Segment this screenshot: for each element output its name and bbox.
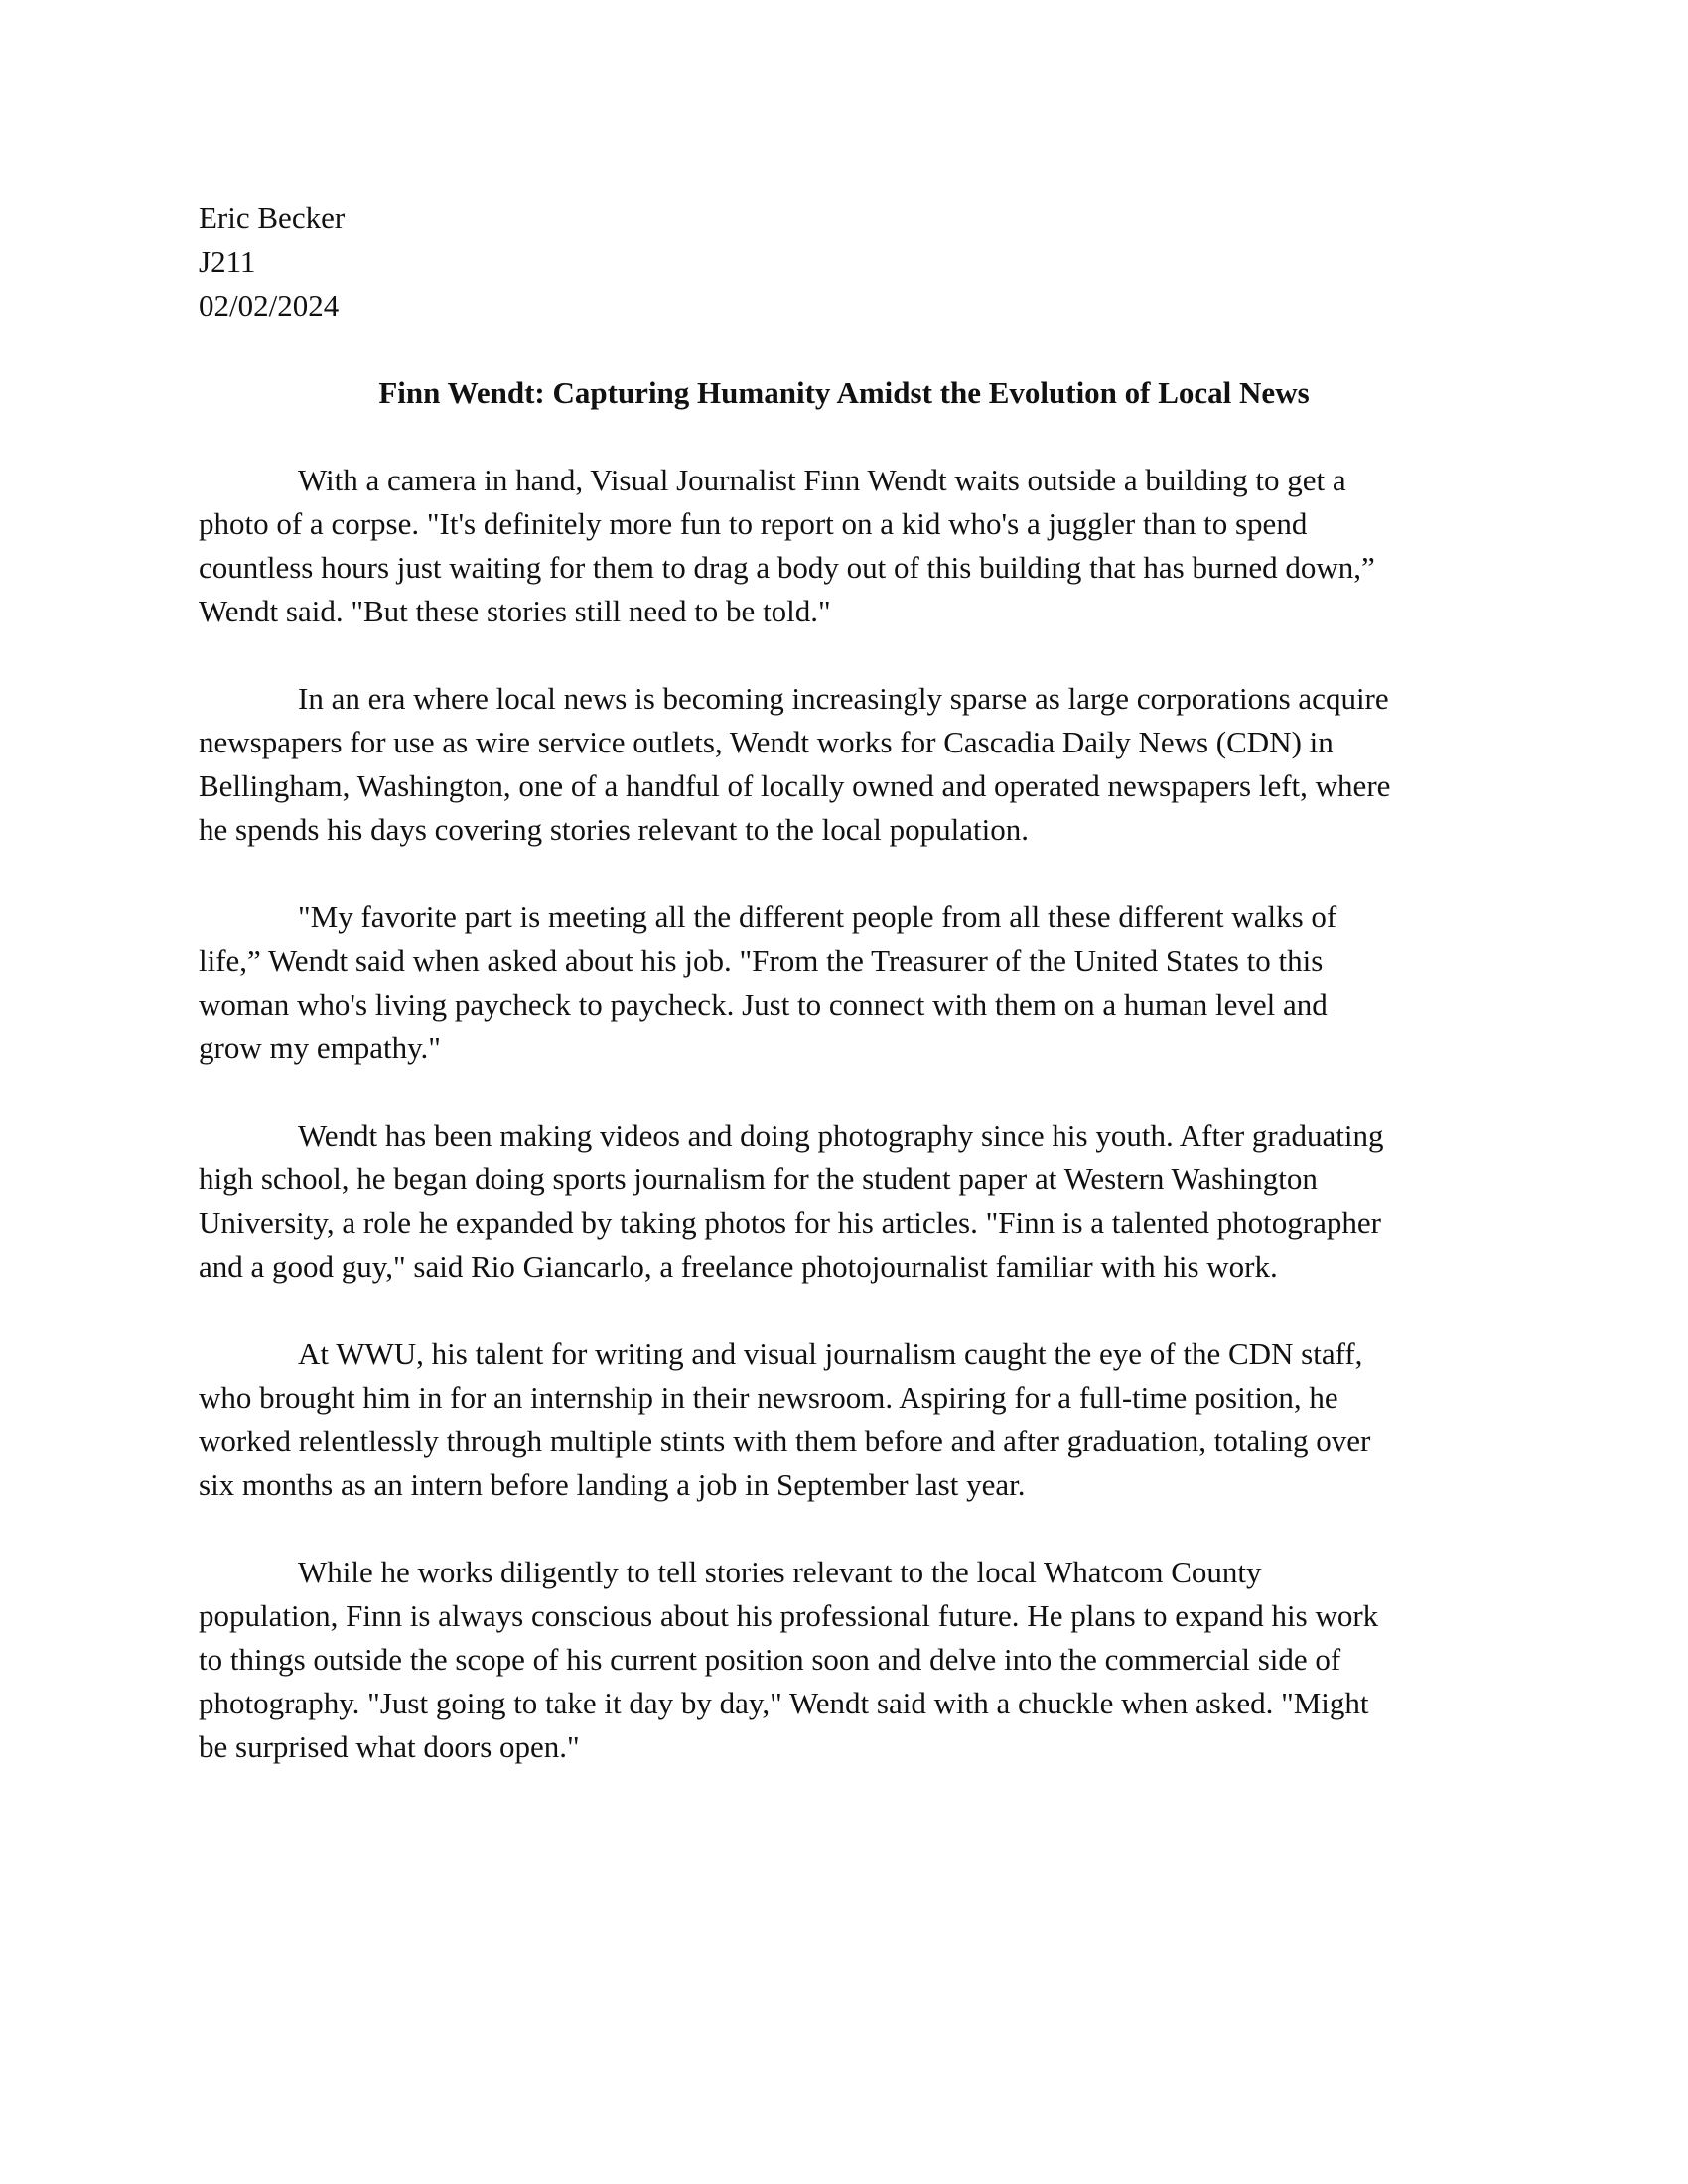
paragraph-line: life,” Wendt said when asked about his job. "From the Treasurer of the United States to this: [199, 943, 1324, 978]
paragraph-line: In an era where local news is becoming increasingly sparse as large corporations acquire: [298, 681, 1389, 716]
paragraph-line: population, Finn is always conscious about his professional future. He plans to expand his work: [199, 1598, 1379, 1633]
paragraph-line: grow my empathy.": [199, 1030, 441, 1065]
paragraph: [199, 677, 1489, 852]
paragraph: [199, 895, 1489, 1070]
paragraph-line: worked relentlessly through multiple stints with them before and after graduation, totaling over: [199, 1424, 1371, 1458]
paragraph-line: be surprised what doors open.": [199, 1729, 580, 1764]
author-name: Eric Becker: [199, 201, 346, 235]
paragraph: [199, 459, 1489, 633]
paragraph-line: who brought him in for an internship in their newsroom. Aspiring for a full-time position, he: [199, 1380, 1338, 1415]
paragraph-line: While he works diligently to tell stories relevant to the local Whatcom County: [298, 1555, 1262, 1589]
paragraph-line: Wendt has been making videos and doing photography since his youth. After graduating: [298, 1118, 1384, 1153]
paragraph-line: University, a role he expanded by taking photos for his articles. "Finn is a talented photographer: [199, 1205, 1381, 1240]
paragraph-line: he spends his days covering stories relevant to the local population.: [199, 812, 1029, 847]
paragraph-line: woman who's living paycheck to paycheck. Just to connect with them on a human level and: [199, 987, 1328, 1022]
paragraph: [199, 1114, 1489, 1289]
document-date: 02/02/2024: [199, 288, 340, 323]
paragraph-line: photography. "Just going to take it day by day," Wendt said with a chuckle when asked. "Might: [199, 1686, 1369, 1720]
paragraph-line: newspapers for use as wire service outlets, Wendt works for Cascadia Daily News (CDN) in: [199, 725, 1334, 759]
paragraph-line: and a good guy," said Rio Giancarlo, a freelance photojournalist familiar with his work.: [199, 1249, 1278, 1284]
paragraph-line: At WWU, his talent for writing and visual journalism caught the eye of the CDN staff,: [298, 1336, 1363, 1371]
paragraph-line: high school, he began doing sports journalism for the student paper at Western Washington: [199, 1161, 1318, 1196]
paragraph-line: Bellingham, Washington, one of a handful of locally owned and operated newspapers left, where: [199, 768, 1391, 803]
paragraph: [199, 1332, 1489, 1507]
document-header: [199, 197, 894, 328]
paragraph-line: "My favorite part is meeting all the different people from all these different walks of: [298, 899, 1337, 934]
article-title: Finn Wendt: Capturing Humanity Amidst the Evolution of Local News: [378, 375, 1310, 410]
paragraph-line: photo of a corpse. "It's definitely more fun to report on a kid who's a juggler than to spend: [199, 506, 1308, 541]
paragraph-line: With a camera in hand, Visual Journalist Finn Wendt waits outside a building to get a: [298, 463, 1346, 497]
paragraph-line: countless hours just waiting for them to drag a body out of this building that has burned down,”: [199, 550, 1375, 585]
course-code: J211: [199, 244, 256, 279]
paragraph-line: six months as an intern before landing a job in September last year.: [199, 1467, 1026, 1502]
paragraph-line: to things outside the scope of his current position soon and delve into the commercial side of: [199, 1642, 1341, 1677]
paragraph-line: Wendt said. "But these stories still need to be told.": [199, 594, 831, 628]
paragraph: [199, 1551, 1489, 1769]
